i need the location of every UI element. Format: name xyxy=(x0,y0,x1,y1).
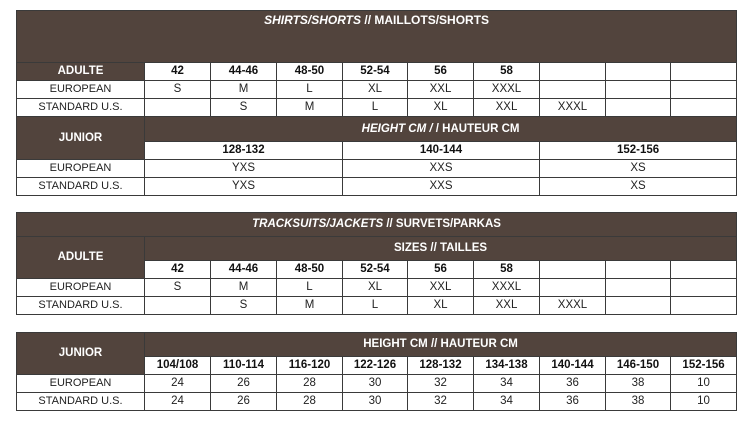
table-cell: XL xyxy=(408,297,474,315)
table-cell xyxy=(540,81,606,99)
height-header: HEIGHT CM / / HAUTEUR CM xyxy=(145,117,737,142)
table-cell: XXXL xyxy=(474,279,540,297)
table-cell: 24 xyxy=(145,375,211,393)
table-cell: 32 xyxy=(408,393,474,411)
table-cell xyxy=(671,279,737,297)
junior-size-table xyxy=(16,332,737,411)
row-label: STANDARD U.S. xyxy=(17,297,145,315)
row-label: EUROPEAN xyxy=(17,279,145,297)
table-cell xyxy=(606,99,671,117)
height-cell: 110-114 xyxy=(211,357,277,375)
table-cell: 26 xyxy=(211,375,277,393)
size-cell xyxy=(671,63,737,81)
table-cell: XL xyxy=(343,81,408,99)
row-label: EUROPEAN xyxy=(17,81,145,99)
table-row xyxy=(17,279,737,297)
height-cell: 104/108 xyxy=(145,357,211,375)
row-label: STANDARD U.S. xyxy=(17,393,145,411)
size-cell: 58 xyxy=(474,63,540,81)
table-cell xyxy=(145,99,211,117)
table-cell: M xyxy=(277,99,343,117)
sizes-header: SIZES // TAILLES xyxy=(145,237,737,261)
table-cell xyxy=(671,297,737,315)
size-cell xyxy=(540,63,606,81)
table-cell: L xyxy=(343,297,408,315)
shirts-size-table xyxy=(16,10,737,196)
table-cell: XXXL xyxy=(540,297,606,315)
size-cell: 42 xyxy=(145,63,211,81)
table-cell xyxy=(540,279,606,297)
table-cell: M xyxy=(211,81,277,99)
table-cell xyxy=(671,99,737,117)
height-cell: 140-144 xyxy=(540,357,606,375)
height-cell: 122-126 xyxy=(343,357,408,375)
table-cell xyxy=(671,81,737,99)
table-cell: L xyxy=(277,279,343,297)
size-cell: 56 xyxy=(408,261,474,279)
size-cell xyxy=(540,261,606,279)
junior-label: JUNIOR xyxy=(17,333,145,375)
table-cell: 36 xyxy=(540,375,606,393)
size-cell: 42 xyxy=(145,261,211,279)
tracksuits-size-table xyxy=(16,212,737,315)
size-cell: 56 xyxy=(408,63,474,81)
table-cell: XXL xyxy=(474,297,540,315)
row-label: EUROPEAN xyxy=(17,160,145,178)
table-cell: 10 xyxy=(671,393,737,411)
table-cell: 38 xyxy=(606,375,671,393)
row-label: STANDARD U.S. xyxy=(17,99,145,117)
height-cell: 116-120 xyxy=(277,357,343,375)
table-cell: L xyxy=(277,81,343,99)
height-cell: 134-138 xyxy=(474,357,540,375)
table-row xyxy=(17,297,737,315)
table-cell: XXS xyxy=(343,160,540,178)
table-cell: 34 xyxy=(474,375,540,393)
table-cell: S xyxy=(211,99,277,117)
size-cell: 48-50 xyxy=(277,63,343,81)
table-cell: S xyxy=(211,297,277,315)
table-cell xyxy=(145,297,211,315)
size-cell xyxy=(671,261,737,279)
size-cell: 44-46 xyxy=(211,63,277,81)
tracksuits-title: TRACKSUITS/JACKETS // SURVETS/PARKAS xyxy=(17,213,737,237)
table-row xyxy=(17,99,737,117)
table-cell: S xyxy=(145,279,211,297)
shirts-title: SHIRTS/SHORTS // MAILLOTS/SHORTS xyxy=(17,11,737,63)
table-cell: XXL xyxy=(408,81,474,99)
table-cell: 30 xyxy=(343,375,408,393)
table-cell: XS xyxy=(540,178,737,196)
table-cell: 24 xyxy=(145,393,211,411)
table-cell: M xyxy=(211,279,277,297)
table-cell: S xyxy=(145,81,211,99)
height-cell: 146-150 xyxy=(606,357,671,375)
size-cell: 48-50 xyxy=(277,261,343,279)
height-cell: 128-132 xyxy=(408,357,474,375)
table-row xyxy=(17,393,737,411)
size-cell: 58 xyxy=(474,261,540,279)
adult-label: ADULTE xyxy=(17,63,145,81)
table-cell: XXL xyxy=(408,279,474,297)
table-cell: 26 xyxy=(211,393,277,411)
table-cell xyxy=(606,297,671,315)
table-cell: XS xyxy=(540,160,737,178)
table-cell xyxy=(606,81,671,99)
table-cell: 30 xyxy=(343,393,408,411)
table-cell xyxy=(606,279,671,297)
table-cell: 32 xyxy=(408,375,474,393)
table-cell: 36 xyxy=(540,393,606,411)
row-label: EUROPEAN xyxy=(17,375,145,393)
table-cell: XXS xyxy=(343,178,540,196)
height-cell: 140-144 xyxy=(343,142,540,160)
table-cell: XL xyxy=(343,279,408,297)
table-row xyxy=(17,178,737,196)
table-row xyxy=(17,160,737,178)
table-cell: 28 xyxy=(277,393,343,411)
size-cell xyxy=(606,63,671,81)
table-cell: 28 xyxy=(277,375,343,393)
table-cell: YXS xyxy=(145,160,343,178)
table-cell: 10 xyxy=(671,375,737,393)
table-cell: L xyxy=(343,99,408,117)
height-header: HEIGHT CM // HAUTEUR CM xyxy=(145,333,737,357)
size-cell: 52-54 xyxy=(343,63,408,81)
table-row xyxy=(17,375,737,393)
table-cell: XXL xyxy=(474,99,540,117)
table-cell: XXXL xyxy=(474,81,540,99)
size-cell xyxy=(606,261,671,279)
size-cell: 44-46 xyxy=(211,261,277,279)
junior-label: JUNIOR xyxy=(17,117,145,160)
row-label: STANDARD U.S. xyxy=(17,178,145,196)
table-cell: 38 xyxy=(606,393,671,411)
height-cell: 152-156 xyxy=(540,142,737,160)
table-row xyxy=(17,81,737,99)
size-cell: 52-54 xyxy=(343,261,408,279)
table-cell: YXS xyxy=(145,178,343,196)
height-cell: 152-156 xyxy=(671,357,737,375)
adult-label: ADULTE xyxy=(17,237,145,279)
table-cell: M xyxy=(277,297,343,315)
height-cell: 128-132 xyxy=(145,142,343,160)
table-cell: XL xyxy=(408,99,474,117)
table-cell: XXXL xyxy=(540,99,606,117)
table-cell: 34 xyxy=(474,393,540,411)
